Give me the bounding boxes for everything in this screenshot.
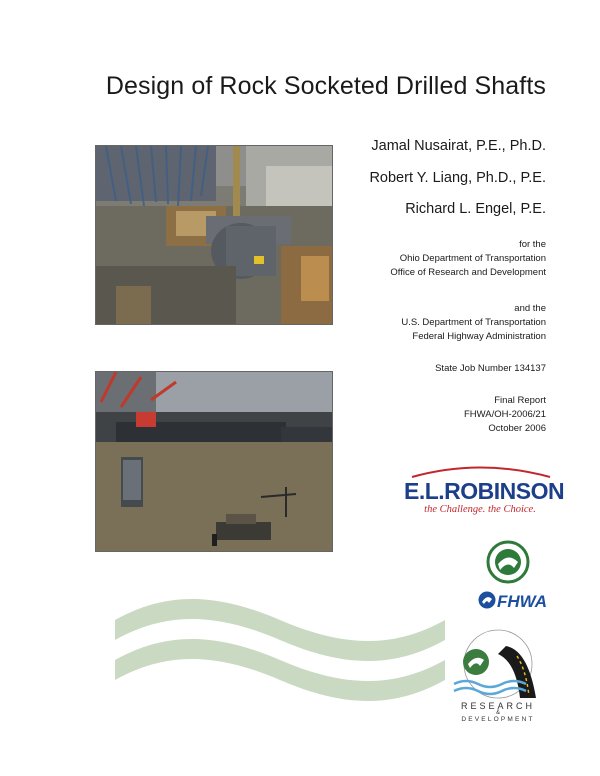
sponsor-usdot <box>401 302 546 344</box>
river-barge-photo <box>95 371 333 552</box>
development-label: DEVELOPMENT <box>461 716 535 723</box>
construction-photo <box>95 145 333 325</box>
report-info <box>464 394 546 436</box>
report-number: FHWA/OH-2006/21 <box>463 409 546 420</box>
author-name: Jamal Nusairat, P.E., Ph.D. <box>371 138 546 154</box>
sponsor-line: for the <box>519 239 546 250</box>
research-development-emblem-icon <box>446 626 550 702</box>
sponsor-line: and the <box>514 303 546 314</box>
el-robinson-name: E.L.ROBINSON <box>404 478 565 504</box>
sponsor-line: U.S. Department of Transportation <box>401 317 546 328</box>
job-number <box>435 362 546 376</box>
odot-seal-icon <box>486 540 530 584</box>
fhwa-logo-text: FHWA <box>497 592 548 611</box>
decorative-waves <box>115 592 445 702</box>
el-robinson-arc-icon <box>404 464 556 478</box>
ampersand-label: & <box>495 710 500 716</box>
research-label: RESEARCH <box>460 701 535 711</box>
sponsor-line: Federal Highway Administration <box>412 331 546 342</box>
fhwa-shield-icon <box>478 590 496 610</box>
author-name: Richard L. Engel, P.E. <box>405 201 546 217</box>
el-robinson-tagline: the Challenge. the Choice. <box>424 504 536 515</box>
report-date: October 2006 <box>488 423 546 434</box>
job-number-text: State Job Number 134137 <box>435 363 546 374</box>
el-robinson-logo <box>404 470 565 520</box>
author-list <box>369 138 546 233</box>
report-type: Final Report <box>494 395 546 406</box>
sponsor-odot <box>390 238 546 280</box>
sponsor-line: Ohio Department of Transportation <box>399 253 546 264</box>
author-name: Robert Y. Liang, Ph.D., P.E. <box>369 169 546 186</box>
page-title: Design of Rock Socketed Drilled Shafts <box>105 72 546 100</box>
sponsor-line: Office of Research and Development <box>390 267 546 278</box>
